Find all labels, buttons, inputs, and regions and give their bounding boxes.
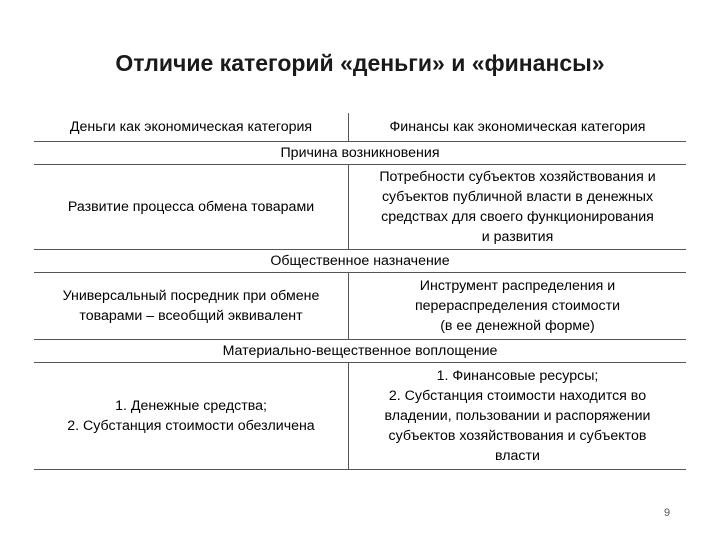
comparison-table <box>34 113 686 470</box>
header-money: Деньги как экономическая категория <box>34 113 349 142</box>
cell-finance-embodiment <box>349 363 687 470</box>
cell-money-origin <box>34 165 349 250</box>
cell-line: перераспределения стоимости <box>414 298 621 314</box>
cell-finance-origin <box>349 165 687 250</box>
section-heading-purpose: Общественное назначение <box>34 250 686 273</box>
cell-line: 2. Субстанция стоимости обезличена <box>67 418 315 434</box>
section-heading-row <box>34 142 686 165</box>
slide-title: Отличие категорий «деньги» и «финансы» <box>115 50 605 76</box>
section-heading-row <box>34 250 686 273</box>
table-row <box>34 165 686 250</box>
section-heading-embodiment: Материально-вещественное воплощение <box>34 340 686 363</box>
cell-finance-purpose <box>349 273 687 340</box>
page-number: 9 <box>664 507 671 519</box>
cell-money-purpose <box>34 273 349 340</box>
cell-line: 1. Денежные средства; <box>115 398 267 414</box>
header-finance: Финансы как экономическая категория <box>349 113 687 142</box>
cell-line: субъектов публичной власти в денежных <box>381 189 654 205</box>
cell-line: 1. Финансовые ресурсы; <box>436 368 599 384</box>
cell-line: товарами – всеобщий эквивалент <box>79 308 303 324</box>
cell-line: Инструмент распределения и <box>419 278 616 294</box>
cell-line: Потребности субъектов хозяйствования и <box>379 169 656 185</box>
cell-line: 2. Субстанция стоимости находится во <box>388 388 647 404</box>
cell-line: (в ее денежной форме) <box>440 318 595 334</box>
table-row <box>34 363 686 470</box>
cell-line: Развитие процесса обмена товарами <box>67 199 315 215</box>
cell-line: Универсальный посредник при обмене <box>62 288 320 304</box>
section-heading-origin: Причина возникновения <box>34 142 686 165</box>
cell-line: власти <box>495 448 540 464</box>
section-heading-row <box>34 340 686 363</box>
cell-line: и развития <box>481 229 554 245</box>
header-row <box>34 113 686 142</box>
cell-line: владении, пользовании и распоряжении <box>384 408 651 424</box>
table-row <box>34 273 686 340</box>
cell-money-embodiment <box>34 363 349 470</box>
cell-line: субъектов хозяйствования и субъектов <box>388 428 647 444</box>
cell-line: средствах для своего функционирования <box>381 209 654 225</box>
